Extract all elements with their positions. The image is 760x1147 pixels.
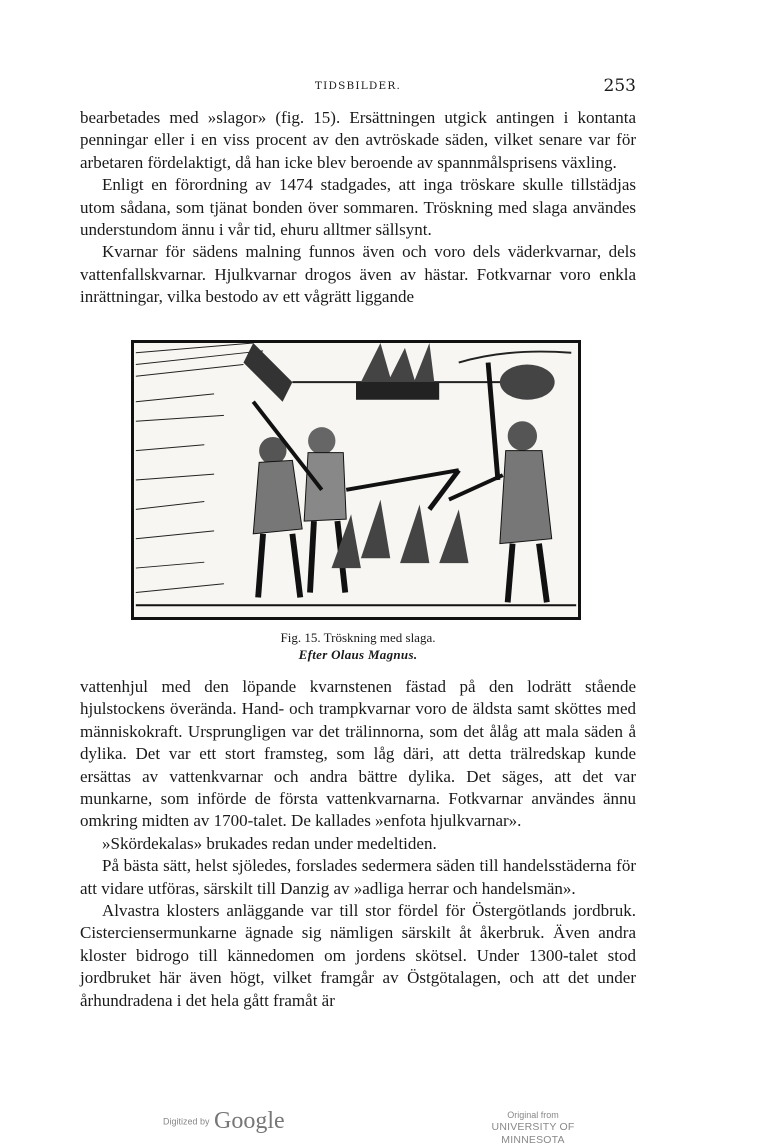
page-number: 253 — [603, 76, 636, 96]
paragraph: vattenhjul med den löpande kvarnstenen fästad på den lodrätt stående hjulstockens överända. Hand- och trampkvarnar voro de äldsta samt sköttes med människokraft. Ursprungligen var det trälinnorna, som det ålåg att mala säden å dylika. Det var ett stort framsteg, som låg däri, att detta trälredskap kunde ersättas av vattenkvarnar och andra bättre dylika. Det säges, att det var munkarne, som införde de första vattenkvarnarna. Fotkvarnar användes ännu omkring midten av 1700-talet. De kallades »enfota hjulkvarnar». — [80, 677, 636, 831]
paragraph: Kvarnar för sädens malning funnos även och voro dels väderkvarnar, dels vattenfallskvarnar. Hjulkvarnar drogos även av hästar. Fotkvarnar voro enkla inrättningar, vilka bestodo av ett vågrätt liggande — [80, 242, 636, 307]
paragraph: »Skördekalas» brukades redan under medeltiden. — [102, 833, 437, 853]
running-title: TIDSBILDER. — [314, 80, 402, 92]
paragraph: Enligt en förordning av 1474 stadgades, att inga tröskare skulle tillstädjas utom sådana, som tjänat bonden över sommaren. Tröskning med slaga användes understundom ännu i vår tid, ehuru alltmer sällsynt. — [80, 175, 636, 240]
threshing-woodcut-image — [134, 343, 578, 617]
body-text-bottom — [80, 676, 636, 1012]
body-text-top — [80, 107, 636, 309]
paragraph: bearbetades med »slagor» (fig. 15). Ersättningen utgick antingen i kontanta penningar eller i en viss procent av den avtröskade säden, vilket senare var för arbetaren fördelaktigt, då han icke blev beroende av spannmålsprisens växling. — [80, 108, 636, 172]
paragraph: På bästa sätt, helst sjöledes, forslades sedermera säden till handelsstäderna för att vidare utföras, särskilt till Danzig av »adliga herrar och handelsmän». — [80, 856, 636, 898]
figure-attribution: Efter Olaus Magnus. — [298, 647, 418, 662]
figure-caption: Fig. 15. Tröskning med slaga. — [280, 630, 436, 645]
google-logo: Google — [213, 1108, 285, 1134]
paragraph: Alvastra klosters anläggande var till stor fördel för Östergötlands jordbruk. Cisterciensermunkarne ägnade sig nämligen särskilt åt åkerbruk. Även andra kloster bidrogo till kännedomen om jordens skötsel. Under 1300-talet stod jordbruket här även högt, vilket framgår av Östgötalagen, och att det under århundradena i det hela gått framåt är — [80, 901, 636, 1010]
woodcut-illustration — [131, 340, 581, 620]
original-from-label: Original from — [507, 1110, 559, 1120]
original-from — [464, 1110, 602, 1147]
page-header — [80, 76, 636, 96]
digitized-by-label: Digitized by — [163, 1116, 210, 1127]
university-label: UNIVERSITY OF MINNESOTA — [491, 1121, 575, 1146]
digitized-by-google — [163, 1108, 285, 1135]
